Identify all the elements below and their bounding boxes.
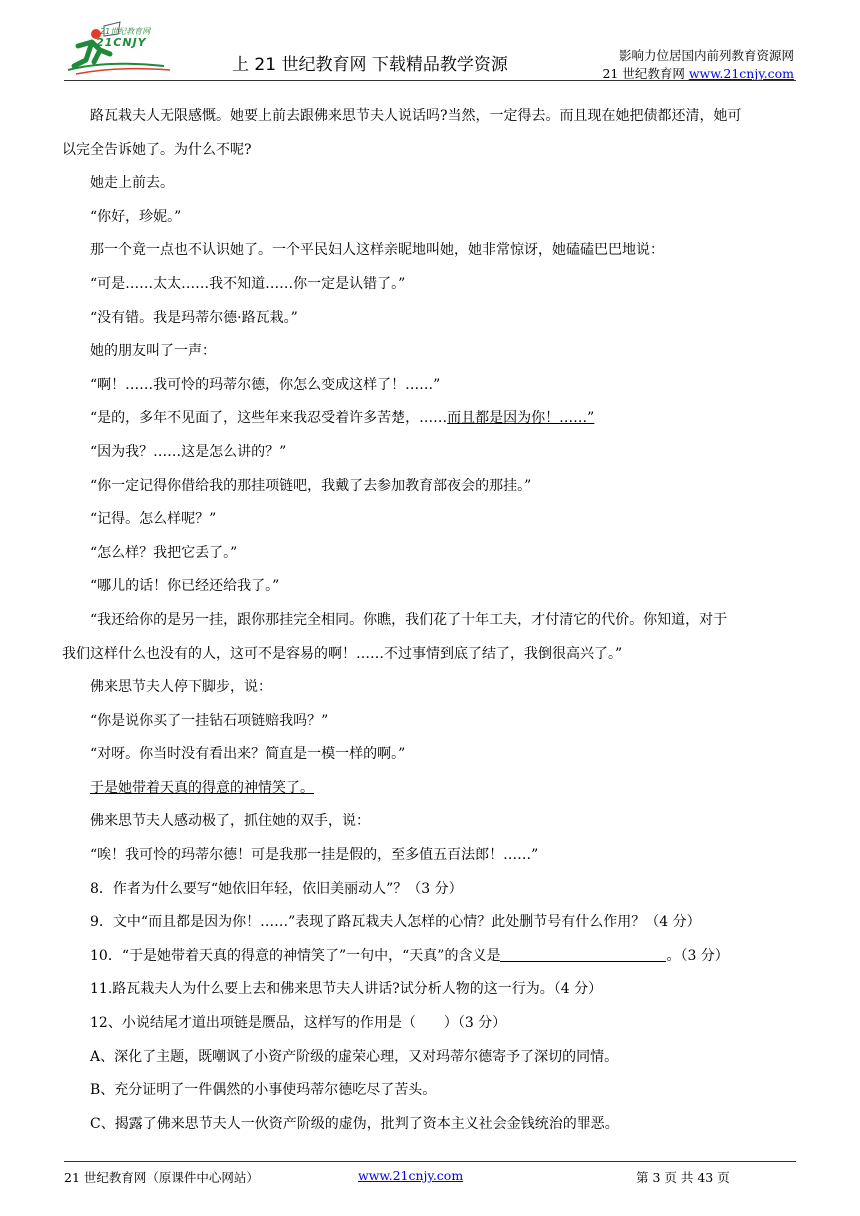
question-9: 9．文中“而且都是因为你！……”表现了路瓦栽夫人怎样的心情？此处删节号有什么作用？（4 分） bbox=[90, 914, 701, 931]
dialogue-line: “可是……太太……我不知道……你一定是认错了。” bbox=[90, 275, 406, 292]
header-site-name: 21 世纪教育网 bbox=[602, 66, 689, 81]
text-segment: “是的，多年不见面了，这些年来我忍受着许多苦楚，…… bbox=[90, 410, 448, 427]
paragraph: 佛来思节夫人感动极了，抓住她的双手，说： bbox=[90, 813, 370, 830]
paragraph bbox=[62, 100, 796, 167]
paragraph bbox=[62, 604, 796, 671]
page-header bbox=[0, 0, 860, 82]
underlined-text: 于是她带着天真的得意的神情笑了。 bbox=[90, 779, 314, 796]
option-c: C、揭露了佛来思节夫人一伙资产阶级的虚伪，批判了资本主义社会金钱统治的罪恶。 bbox=[90, 1115, 619, 1132]
paragraph: 她走上前去。 bbox=[90, 175, 174, 192]
header-title: 上 21 世纪教育网 下载精品教学资源 bbox=[232, 55, 508, 75]
text-line: 以完全告诉她了。为什么不呢? bbox=[62, 141, 252, 158]
question-text: 10．“于是她带着天真的得意的神情笑了”一句中，“天真”的含义是 bbox=[90, 947, 501, 964]
paragraph: 那一个竟一点也不认识她了。一个平民妇人这样亲昵地叫她，她非常惊讶，她磕磕巴巴地说： bbox=[90, 242, 664, 259]
dialogue-line: “对呀。你当时没有看出来？简直是一模一样的啊。” bbox=[90, 746, 406, 763]
option-a: A、深化了主题，既嘲讽了小资产阶级的虚荣心理，又对玛蒂尔德寄予了深切的同情。 bbox=[90, 1048, 619, 1065]
question-8: 8．作者为什么要写“她依旧年轻，依旧美丽动人”？（3 分） bbox=[90, 880, 463, 897]
dialogue-line: “啊！……我可怜的玛蒂尔德，你怎么变成这样了！……” bbox=[90, 376, 441, 393]
dialogue-line bbox=[90, 402, 796, 436]
header-url-link[interactable]: www.21cnjy.com bbox=[688, 66, 794, 81]
dialogue-line: “哪儿的话！你已经还给我了。” bbox=[90, 578, 280, 595]
text-line: “我还给你的是另一挂，跟你那挂完全相同。你瞧，我们花了十年工夫，才付清它的代价。你知道，对于 bbox=[90, 611, 728, 628]
dialogue-line: “因为我？……这是怎么讲的？” bbox=[90, 443, 287, 460]
dialogue-line: “怎么样？我把它丢了。” bbox=[90, 544, 238, 561]
text-line: 路瓦栽夫人无限感慨。她要上前去跟佛来思节夫人说话吗?当然，一定得去。而且现在她把债都还清，她可 bbox=[90, 108, 742, 124]
paragraph: 她的朋友叫了一声： bbox=[90, 343, 216, 360]
dialogue-line: “记得。怎么样呢？” bbox=[90, 511, 217, 528]
paragraph: 佛来思节夫人停下脚步，说： bbox=[90, 679, 272, 696]
footer-site-name: 21 世纪教育网（原课件中心网站） bbox=[64, 1170, 259, 1185]
question-score: 。（3 分） bbox=[666, 947, 729, 964]
header-divider bbox=[64, 80, 796, 81]
site-logo[interactable] bbox=[66, 20, 176, 78]
dialogue-line: “你好，珍妮。” bbox=[90, 208, 182, 225]
question-10 bbox=[90, 940, 796, 974]
dialogue-line: “你是说你买了一挂钻石项链赔我吗？” bbox=[90, 712, 329, 729]
header-slogan: 影响力位居国内前列教育资源网 bbox=[618, 48, 794, 63]
answer-blank[interactable] bbox=[500, 945, 666, 962]
dialogue-line: “你一定记得你借给我的那挂项链吧，我戴了去参加教育部夜会的那挂。” bbox=[90, 477, 532, 494]
option-b: B、充分证明了一件偶然的小事使玛蒂尔德吃尽了苦头。 bbox=[90, 1082, 437, 1099]
logo-text: 21世纪教育网 bbox=[100, 27, 151, 36]
dialogue-line: “没有错。我是玛蒂尔德·路瓦栽。” bbox=[90, 309, 298, 326]
text-line: 我们这样什么也没有的人，这可不是容易的啊！……不过事情到底了结了，我倒很高兴了。” bbox=[62, 645, 623, 662]
footer-url-link[interactable]: www.21cnjy.com bbox=[358, 1168, 464, 1183]
question-11: 11.路瓦栽夫人为什么要上去和佛来思节夫人讲话?试分析人物的这一行为。（4 分） bbox=[90, 981, 603, 998]
footer-divider bbox=[64, 1161, 796, 1162]
question-12: 12、小说结尾才道出项链是赝品，这样写的作用是（ ）（3 分） bbox=[90, 1015, 507, 1032]
underlined-text: 而且都是因为你！……” bbox=[447, 410, 595, 427]
paragraph bbox=[90, 772, 796, 806]
document-body bbox=[62, 100, 796, 1141]
logo-wordmark: 21CNJY bbox=[96, 36, 147, 49]
dialogue-line: “唉！我可怜的玛蒂尔德！可是我那一挂是假的，至多值五百法郎！……” bbox=[90, 847, 539, 864]
page-number: 第 3 页 共 43 页 bbox=[636, 1170, 730, 1185]
